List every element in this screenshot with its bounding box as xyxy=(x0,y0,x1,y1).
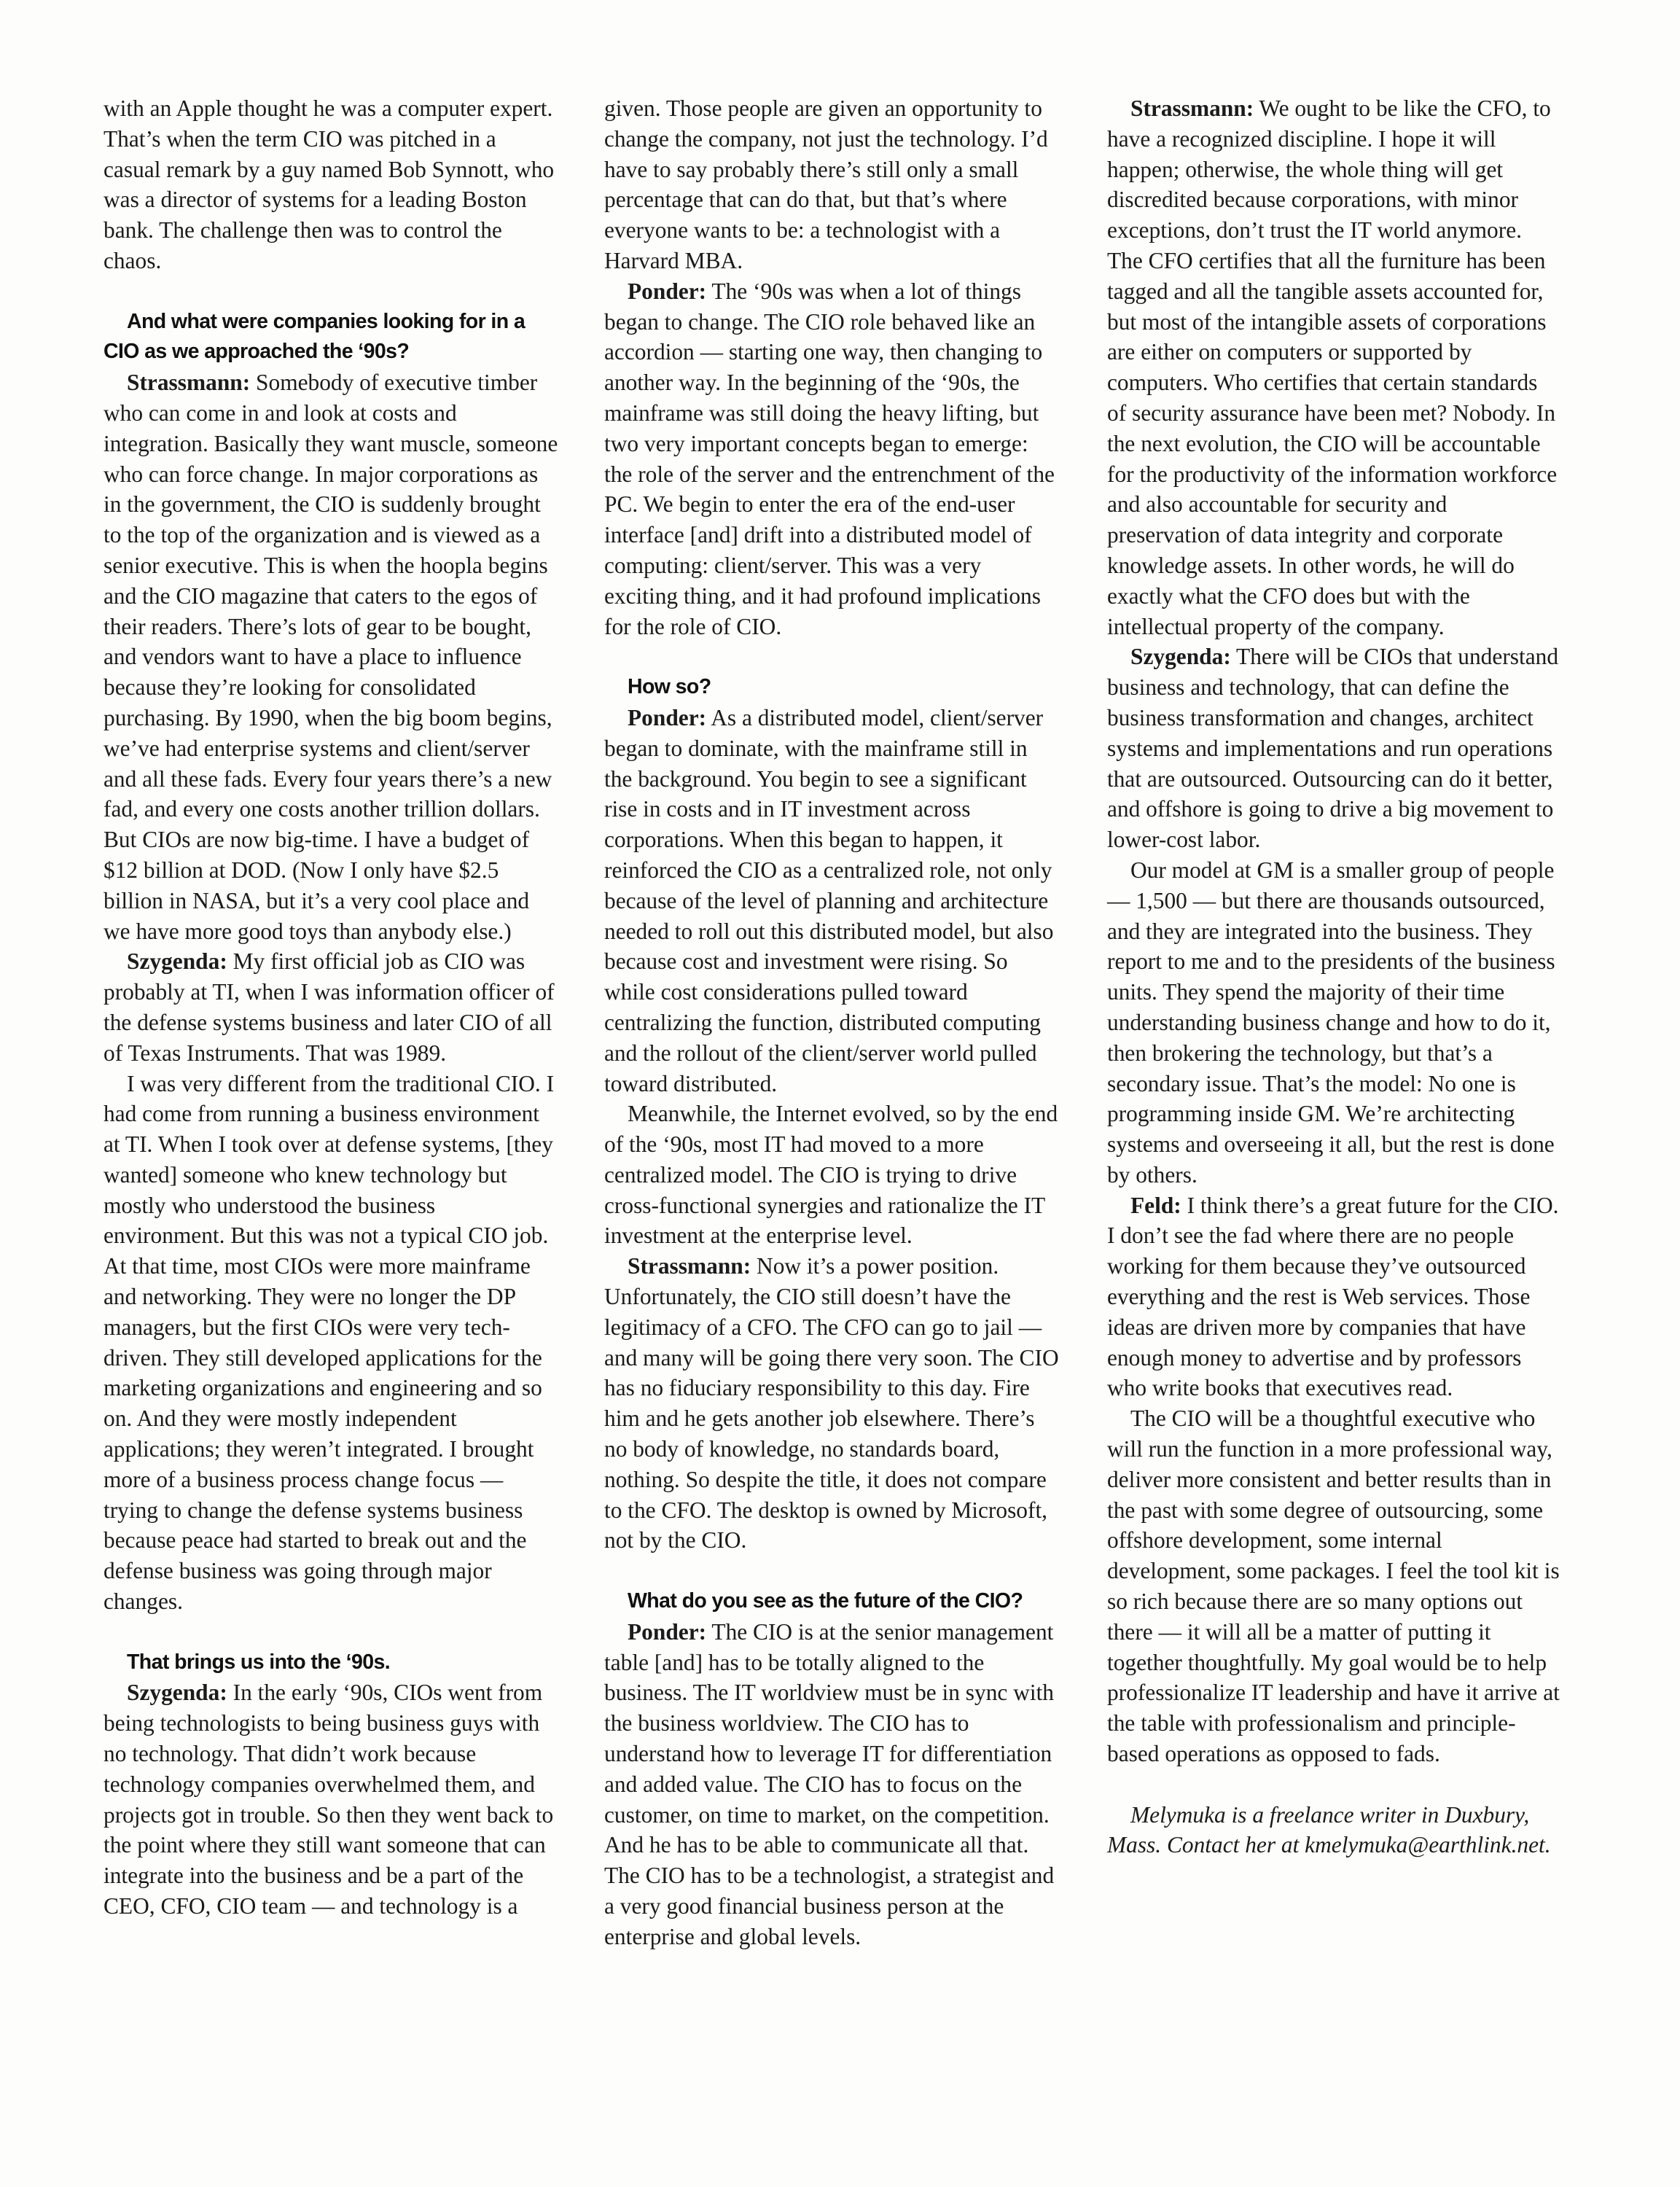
interview-question: How so? xyxy=(628,675,711,699)
speaker-name: Ponder: xyxy=(628,704,707,730)
article-column-3 xyxy=(1107,93,1562,1860)
paragraph-text: The CIO will be a thoughtful executive who will run the function in a more professional way, deliver more consistent and better results than in the past with some degree of outsourcing, some offshore development, some internal development, some packages. I feel the tool kit is so rich because there are so many options out there — it will all be a matter of putting it together thoughtfully. My goal would be to help professionalize IT leadership and have it arrive at the table with professionalism and principle-based operations as opposed to fads. xyxy=(1107,1406,1560,1767)
article-paragraph xyxy=(1107,642,1562,855)
article-paragraph xyxy=(1107,1190,1562,1404)
paragraph-text: given. Those people are given an opportunity to change the company, not just the technology. I’d have to say probably there’s still only a small percentage that can do that, but that’s where everyone wants to be: a technologist with a Harvard MBA. xyxy=(604,95,1048,273)
paragraph-text: Now it’s a power position. Unfortunately, the CIO still doesn’t have the legitimacy of a CFO. The CFO can go to jail — and many will be going there very soon. The CIO has no fiduciary responsibility to this day. Fire him and he gets another job elsewhere. There’s no body of knowledge, no standards board, nothing. So despite the title, it does not compare to the CFO. The desktop is owned by Microsoft, not by the CIO. xyxy=(604,1253,1059,1553)
paragraph-text: As a distributed model, client/server began to dominate, with the mainframe still in the background. You begin to see a significant rise in costs and in IT investment across corporations. When this began to happen, it reinforced the CIO as a centralized role, not only because of the level of planning and architecture needed to roll out this distributed model, but also because cost and investment were rising. So while cost considerations pulled toward centralizing the function, distributed computing and the rollout of the client/server world pulled toward distributed. xyxy=(604,704,1054,1096)
article-paragraph xyxy=(1107,93,1562,642)
paragraph-text: In the early ‘90s, CIOs went from being technologists to being business guys with no technology. That didn’t work because technology companies overwhelmed them, and projects got in trouble. So then they went back to the point where they still want someone that can integrate into the business and be a part of the CEO, CFO, CIO team — and technology is a xyxy=(103,1680,554,1919)
interview-question: That brings us into the ‘90s. xyxy=(127,1650,391,1674)
speaker-name: Feld: xyxy=(1130,1192,1181,1218)
article-paragraph xyxy=(103,93,558,276)
article-column-1 xyxy=(103,93,558,1922)
article-column-2 xyxy=(604,93,1059,1952)
speaker-name: Ponder: xyxy=(628,278,707,304)
speaker-name: Strassmann: xyxy=(1130,95,1254,121)
speaker-name: Szygenda: xyxy=(127,1680,227,1706)
paragraph-text: Our model at GM is a smaller group of people — 1,500 — but there are thousands outsourced, and they are integrated into the business. They report to me and to the presidents of the business units. They spend the majority of their time understanding business change and how to do it, then brokering the technology, but that’s a secondary issue. That’s the model: No one is programming inside GM. We’re architecting systems and overseeing it all, but the rest is done by others. xyxy=(1107,857,1555,1188)
interview-question: And what were companies looking for in a CIO as we approached the ‘90s? xyxy=(103,309,526,364)
article-paragraph xyxy=(1107,855,1562,1190)
article-paragraph xyxy=(604,93,1059,276)
paragraph-text: I was very different from the traditional CIO. I had come from running a business environment at TI. When I took over at defense systems, [they wanted] someone who knew technology but mostly who understood the business environment. But this was not a typical CIO job. At that time, most CIOs were more mainframe and networking. They were no longer the DP managers, but the first CIOs were very tech-driven. They still developed applications for the marketing organizations and engineering and so on. And they were mostly independent applications; they weren’t integrated. I brought more of a business process change focus — trying to change the defense systems business because peace had started to break out and the defense business was going through major changes. xyxy=(103,1070,555,1615)
paragraph-text: Somebody of executive timber who can come in and look at costs and integration. Basically they want muscle, someone who can force change. In major corporations as in the government, the CIO is suddenly brought to the top of the organization and is viewed as a senior executive. This is when the hoopla begins and the CIO magazine that caters to the egos of their readers. There’s lots of gear to be bought, and vendors want to have a place to influence because they’re looking for consolidated purchasing. By 1990, when the big boom begins, we’ve had enterprise systems and client/server and all these fads. Every four years there’s a new fad, and every one costs another trillion dollars. But CIOs are now big-time. I have a budget of $12 billion at DOD. (Now I only have $2.5 billion in NASA, but it’s a very cool place and we have more good toys than anybody else.) xyxy=(103,370,558,944)
paragraph-text: The CIO is at the senior management table [and] has to be totally aligned to the business. The IT worldview must be in sync with the business worldview. The CIO has to understand how to leverage IT for differentiation and added value. The CIO has to focus on the customer, on time to market, on the competition. And he has to be able to communicate all that. The CIO has to be a technologist, a strategist and a very good financial business person at the enterprise and global levels. xyxy=(604,1618,1055,1949)
speaker-name: Strassmann: xyxy=(628,1253,751,1279)
article-paragraph xyxy=(1107,1403,1562,1769)
paragraph-text: The ‘90s was when a lot of things began to change. The CIO role behaved like an accordion — starting one way, then changing to another way. In the beginning of the ‘90s, the mainframe was still doing the heavy lifting, but two very important concepts began to emerge: the role of the server and the entrenchment of the PC. We begin to enter the era of the end-user interface [and] drift into a distributed model of computing: client/server. This was a very exciting thing, and it had profound implications for the role of CIO. xyxy=(604,278,1055,639)
article-paragraph xyxy=(604,1251,1059,1556)
paragraph-text: There will be CIOs that understand business and technology, that can define the business transformation and changes, architect systems and implementations and run operations that are outsourced. Outsourcing can do it better, and offshore is going to drive a big movement to lower-cost labor. xyxy=(1107,644,1559,853)
speaker-name: Szygenda: xyxy=(127,948,227,975)
speaker-name: Strassmann: xyxy=(127,370,251,396)
article-paragraph xyxy=(103,1069,558,1617)
article-paragraph xyxy=(103,1677,558,1921)
article-paragraph xyxy=(604,1099,1059,1251)
paragraph-text: My first official job as CIO was probably at TI, when I was information officer of the defense systems business and later CIO of all of Texas Instruments. That was 1989. xyxy=(103,948,555,1066)
paragraph-text: I think there’s a great future for the CIO. I don’t see the fad where there are no people working for them because they’ve outsourced everything and the rest is Web services. Those ideas are driven more by companies that have enough money to advertise and by professors who write books that executives read. xyxy=(1107,1192,1559,1401)
article-paragraph xyxy=(604,276,1059,642)
speaker-name: Szygenda: xyxy=(1130,644,1231,670)
author-bio: Melymuka is a freelance writer in Duxbury, Mass. Contact her at kmelymuka@earthlink.net. xyxy=(1107,1801,1551,1858)
paragraph-text: with an Apple thought he was a computer expert. That’s when the term CIO was pitched in a casual remark by a guy named Bob Synnott, who was a director of systems for a leading Boston bank. The challenge then was to control the chaos. xyxy=(103,95,555,273)
article-paragraph xyxy=(103,946,558,1068)
speaker-name: Ponder: xyxy=(628,1618,707,1645)
article-paragraph xyxy=(604,1617,1059,1952)
article-paragraph xyxy=(604,703,1059,1099)
paragraph-text: We ought to be like the CFO, to have a recognized discipline. I hope it will happen; otherwise, the whole thing will get discredited because corporations, with minor exceptions, don’t trust the IT world anymore. The CFO certifies that all the furniture has been tagged and all the tangible assets accounted for, but most of the intangible assets of corporations are either on computers or supported by computers. Who certifies that certain standards of security assurance have been met? Nobody. In the next evolution, the CIO will be accountable for the productivity of the information workforce and also accountable for security and preservation of data integrity and corporate knowledge assets. In other words, he will do exactly what the CFO does but with the intellectual property of the company. xyxy=(1107,95,1558,639)
article-paragraph xyxy=(103,367,558,946)
paragraph-text: Meanwhile, the Internet evolved, so by the end of the ‘90s, most IT had moved to a more centralized model. The CIO is trying to drive cross-functional synergies and rationalize the IT investment at the enterprise level. xyxy=(604,1101,1058,1249)
interview-question: What do you see as the future of the CIO? xyxy=(628,1589,1023,1613)
